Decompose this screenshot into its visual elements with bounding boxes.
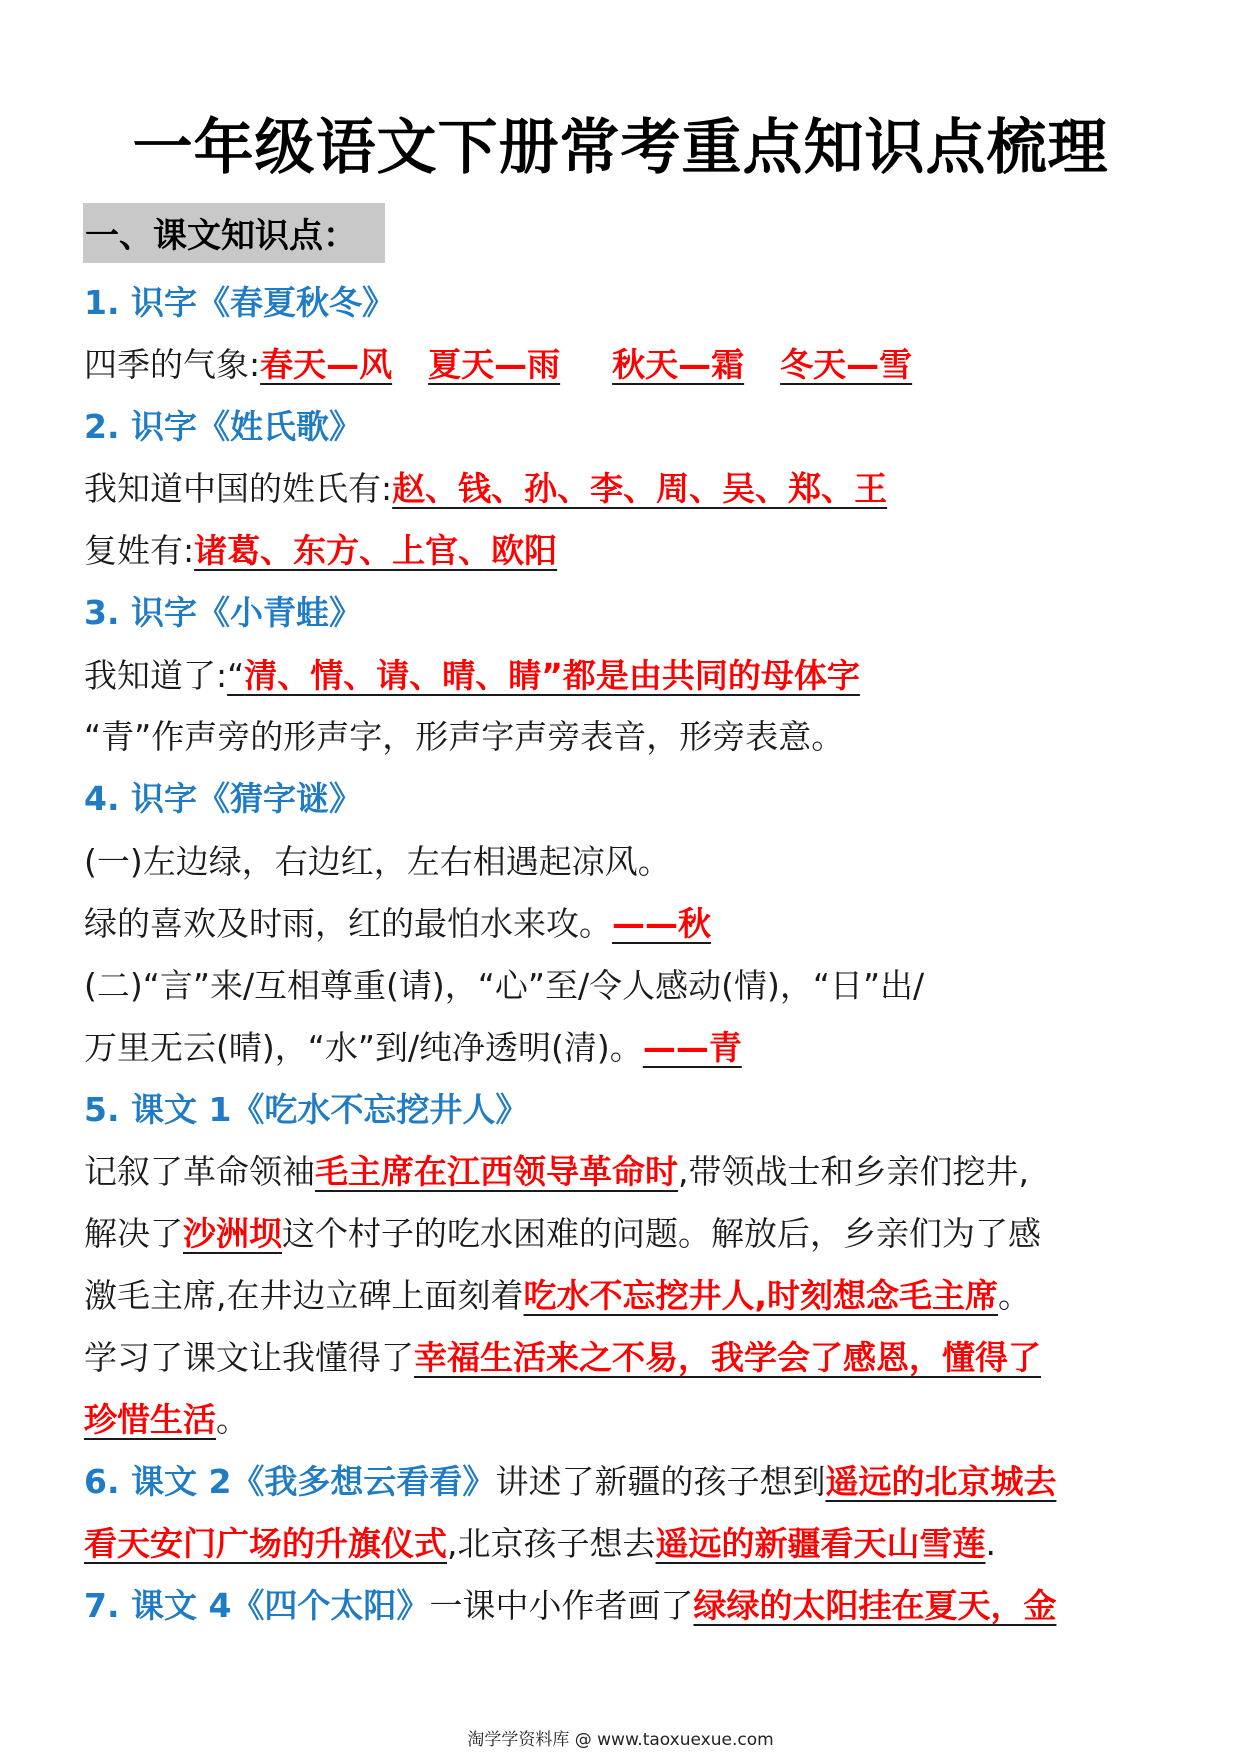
answer-compound-surnames: 诸葛、东方、上官、欧阳 — [194, 531, 558, 570]
lesson2-line-2 — [84, 1523, 996, 1565]
lesson4-line-1 — [84, 1585, 1056, 1627]
heading-riddles: 4. 识字《猜字谜》 — [84, 779, 362, 818]
riddle-text-4: 万里无云(晴)，“水”到/纯净透明(清)。 — [84, 1028, 643, 1067]
answer-lesson-learned: 幸福生活来之不易，我学会了感恩，懂得了 — [414, 1338, 1041, 1377]
heading-spring-summer: 1. 识字《春夏秋冬》 — [84, 283, 395, 322]
answer-flag-ceremony: 看天安门广场的升旗仪式 — [84, 1524, 447, 1563]
answer-beijing: 遥远的北京城去 — [825, 1462, 1057, 1501]
riddle-line-1: (一)左边绿，右边红，左右相遇起凉风。 — [84, 842, 671, 881]
lesson1-text-1a: 记叙了革命领袖 — [84, 1152, 315, 1191]
lesson1-line-3 — [84, 1275, 1031, 1317]
lesson1-text-3a: 激毛主席,在井边立碑上面刻着 — [84, 1276, 524, 1315]
lesson1-text-2a: 解决了 — [84, 1214, 183, 1253]
lesson1-line-4 — [84, 1337, 1041, 1379]
lesson1-text-1b: ,带领战士和乡亲们挖井, — [678, 1152, 1029, 1191]
compound-prefix: 复姓有: — [84, 531, 195, 570]
frog-answer-text: 清、情、请、晴、睛”都是由共同的母体字 — [244, 656, 860, 695]
heading-lesson-2: 6. 课文 2《我多想云看看》 — [84, 1462, 496, 1501]
lesson4-text-1a: 一课中小作者画了 — [429, 1586, 694, 1625]
answer-green-sun: 绿绿的太阳挂在夏天，金 — [693, 1586, 1057, 1625]
heading-little-frog: 3. 识字《小青蛙》 — [84, 593, 362, 632]
heading-lesson-4: 7. 课文 4《四个太阳》 — [84, 1586, 430, 1625]
answer-chairman: 毛主席在江西领导革命时 — [315, 1152, 678, 1191]
frog-line-2: “青”作声旁的形声字，形声字声旁表音，形旁表意。 — [84, 717, 845, 756]
seasons-line — [84, 344, 912, 386]
lesson2-line-1 — [84, 1461, 1056, 1503]
lesson1-text-5b: 。 — [216, 1400, 249, 1439]
lesson1-text-2b: 这个村子的吃水困难的问题。解放后，乡亲们为了感 — [282, 1214, 1041, 1253]
lesson1-line-5 — [84, 1399, 249, 1441]
page-title: 一年级语文下册常考重点知识点梳理 — [132, 113, 1109, 183]
frog-line-1 — [84, 655, 860, 697]
surnames-prefix: 我知道中国的姓氏有: — [84, 469, 393, 508]
lesson1-text-3b: 。 — [998, 1276, 1032, 1315]
answer-winter: 冬天—雪 — [780, 345, 913, 384]
riddle-text-2: 绿的喜欢及时雨，红的最怕水来攻。 — [84, 904, 612, 943]
answer-snow-lotus: 遥远的新疆看天山雪莲 — [655, 1524, 986, 1563]
riddle-line-4 — [84, 1027, 742, 1069]
seasons-prefix: 四季的气象: — [84, 345, 261, 384]
heading-lesson-1: 5. 课文 1《吃水不忘挖井人》 — [84, 1090, 529, 1129]
answer-frog — [227, 656, 860, 695]
lesson1-line-1 — [84, 1151, 1029, 1193]
answer-spring: 春天—风 — [260, 345, 393, 384]
section-header: 一、课文知识点： — [83, 203, 385, 263]
footer-watermark: 淘学学资料库 @ www.taoxuexue.com — [467, 1730, 774, 1750]
surnames-line — [84, 468, 887, 510]
answer-riddle-2: ——青 — [642, 1028, 742, 1067]
lesson2-text-2b: . — [985, 1524, 996, 1563]
riddle-line-2 — [84, 903, 711, 945]
lesson1-line-2 — [84, 1213, 1041, 1255]
answer-summer: 夏天—雨 — [428, 345, 561, 384]
answer-inscription: 吃水不忘挖井人,时刻想念毛主席 — [523, 1276, 999, 1315]
answer-village: 沙洲坝 — [183, 1214, 282, 1253]
compound-surnames-line — [84, 530, 557, 572]
answer-surnames: 赵、钱、孙、李、周、吴、郑、王 — [392, 469, 888, 508]
answer-riddle-1: ——秋 — [612, 904, 711, 943]
frog-prefix: 我知道了: — [84, 656, 228, 695]
answer-cherish-life: 珍惜生活 — [84, 1400, 216, 1439]
heading-surnames: 2. 识字《姓氏歌》 — [84, 407, 362, 446]
riddle-line-3: (二)“言”来/互相尊重(请)，“心”至/令人感动(情)，“日”出/ — [84, 966, 925, 1005]
frog-quote-open: “ — [227, 656, 245, 695]
lesson2-text-2a: ,北京孩子想去 — [447, 1524, 656, 1563]
answer-autumn: 秋天—霜 — [612, 345, 745, 384]
lesson1-text-4a: 学习了课文让我懂得了 — [84, 1338, 414, 1377]
lesson2-text-1a: 讲述了新疆的孩子想到 — [495, 1462, 826, 1501]
